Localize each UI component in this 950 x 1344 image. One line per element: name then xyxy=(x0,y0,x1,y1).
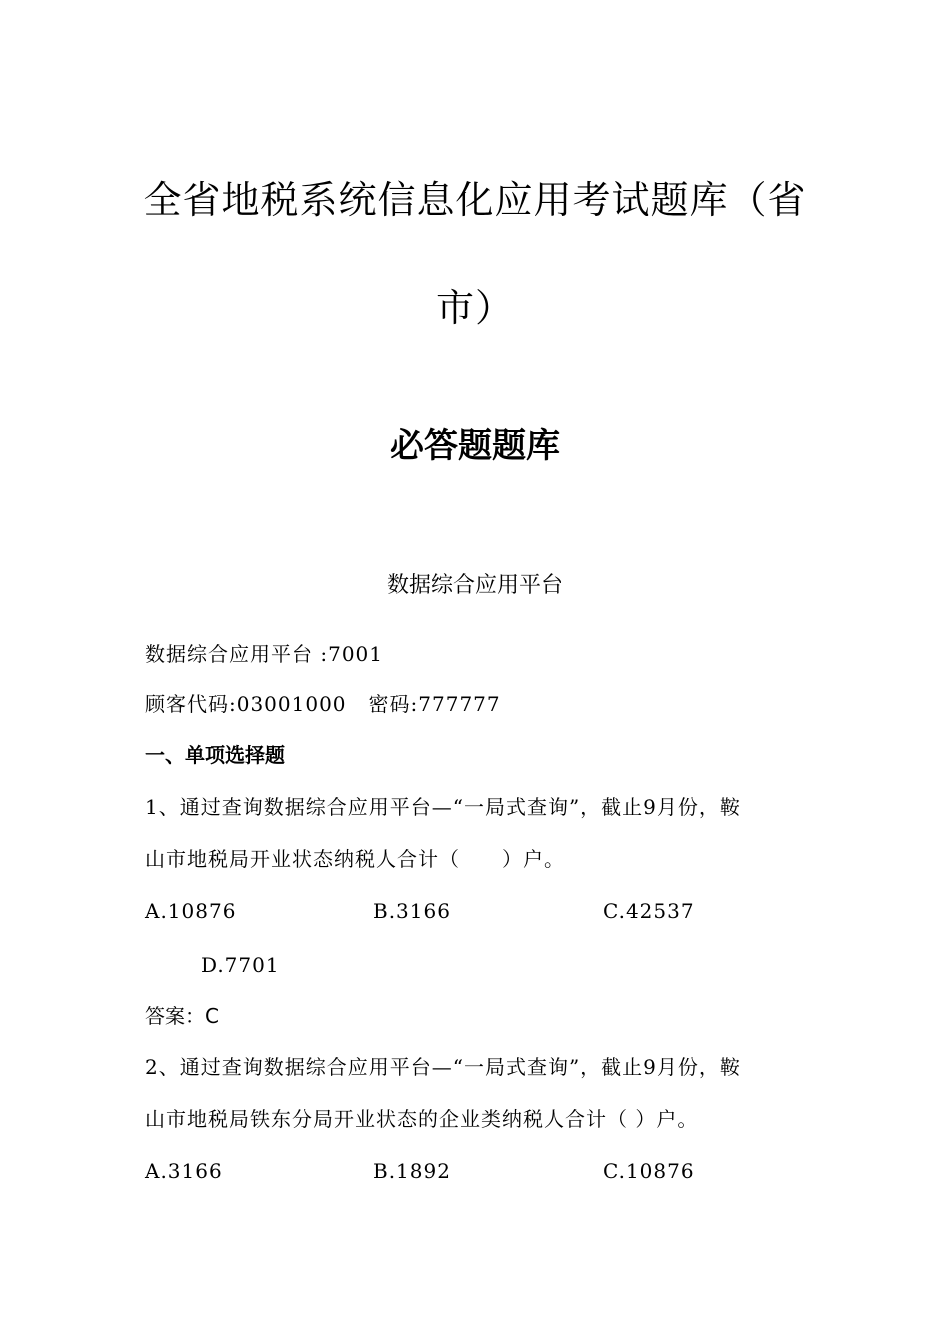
question-2-option-a: A.3166 xyxy=(145,1159,223,1183)
question-1-option-d: D.7701 xyxy=(201,953,280,977)
document-title-line-1: 全省地税系统信息化应用考试题库（省 xyxy=(143,178,807,222)
question-1-line-2: 山市地税局开业状态纳税人合计（ ）户。 xyxy=(145,847,565,871)
question-1-option-a: A.10876 xyxy=(145,899,237,923)
document-title-line-2: 市） xyxy=(435,286,514,330)
question-1-option-c: C.42537 xyxy=(603,899,695,923)
password: 密码:777777 xyxy=(368,692,501,716)
part-heading: 一、单项选择题 xyxy=(145,743,285,767)
question-1-line-1: 1、通过查询数据综合应用平台—“一局式查询”，截止9月份，鞍 xyxy=(145,795,741,819)
question-1-answer: 答案：C xyxy=(145,1004,219,1028)
question-1-option-b: B.3166 xyxy=(373,899,451,923)
section-title: 数据综合应用平台 xyxy=(386,573,563,598)
customer-code: 顾客代码:03001000 xyxy=(145,692,347,716)
question-2-option-c: C.10876 xyxy=(603,1159,695,1183)
question-2-line-2: 山市地税局铁东分局开业状态的企业类纳税人合计（ ）户。 xyxy=(145,1107,699,1131)
question-2-line-1: 2、通过查询数据综合应用平台—“一局式查询”，截止9月份，鞍 xyxy=(145,1055,741,1079)
platform-port-line: 数据综合应用平台 :7001 xyxy=(145,642,383,666)
document-subtitle: 必答题题库 xyxy=(390,426,560,466)
login-info-line xyxy=(145,694,501,714)
question-2-option-b: B.1892 xyxy=(373,1159,451,1183)
